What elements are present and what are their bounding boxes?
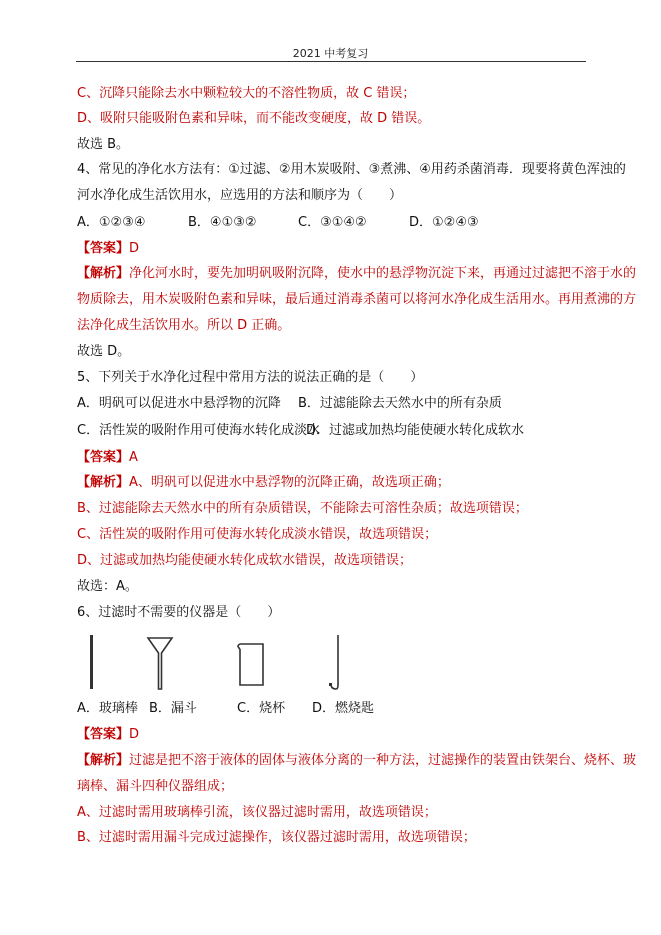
q6-option-a: A．玻璃棒 [77, 701, 138, 716]
q4-option-a: A．①②③④ [77, 215, 146, 230]
q3-analysis-d: D、吸附只能吸附色素和异味，而不能改变硬度，故 D 错误。 [77, 111, 431, 126]
analysis-tag: 【解析】 [77, 753, 130, 768]
q5-option-c: C．活性炭的吸附作用可使海水转化成淡水 [77, 423, 321, 438]
answer-value: A [129, 450, 138, 465]
q4-analysis-line1 [77, 266, 636, 282]
q4-choice: 故选 D。 [77, 344, 131, 359]
analysis-text: 过滤是把不溶于液体的固体与液体分离的一种方法，过滤操作的装置由铁架台、烧杯、玻 [129, 753, 637, 768]
q3-choice: 故选 B。 [77, 137, 130, 152]
q4-analysis-line2: 物质除去，用木炭吸附色素和异味，最后通过消毒杀菌可以将河水净化成生活用水。再用煮沸的方 [77, 292, 637, 307]
beaker-icon [234, 633, 268, 691]
q4-stem-line1: 4、常见的净化水方法有：①过滤、②用木炭吸附、③煮沸、④用药杀菌消毒．现要将黄色浑浊的 [77, 162, 626, 177]
q4-stem-line2: 河水净化成生活饮用水，应选用的方法和顺序为（ ） [77, 188, 403, 203]
q6-analysis-line4: B、过滤时需用漏斗完成过滤操作，该仪器过滤时需用，故选项错误； [77, 830, 476, 845]
answer-value: D [129, 727, 140, 742]
q3-analysis-c: C、沉降只能除去水中颗粒较大的不溶性物质，故 C 错误； [77, 86, 416, 101]
q6-analysis-line1 [77, 753, 636, 769]
q5-analysis-line4: D、过滤或加热均能使硬水转化成软水错误，故选项错误； [77, 553, 413, 568]
answer-tag: 【答案】 [77, 450, 130, 465]
q4-analysis-line3: 法净化成生活饮用水。所以 D 正确。 [77, 318, 291, 333]
q4-option-d: D．①②④③ [409, 215, 479, 230]
q5-option-d: D．过滤或加热均能使硬水转化成软水 [306, 423, 525, 438]
q5-analysis-line1 [77, 475, 450, 491]
q6-analysis-line2: 璃棒、漏斗四种仪器组成； [77, 779, 234, 794]
header-divider [76, 61, 586, 62]
q5-answer [77, 450, 138, 466]
answer-tag: 【答案】 [77, 241, 130, 256]
q5-stem: 5、下列关于水净化过程中常用方法的说法正确的是（ ） [77, 370, 424, 385]
q6-option-b: B．漏斗 [149, 701, 197, 716]
q6-analysis-line3: A、过滤时需用玻璃棒引流，该仪器过滤时需用，故选项错误； [77, 805, 437, 820]
q6-answer [77, 727, 139, 743]
q6-option-d: D．燃烧匙 [312, 701, 375, 716]
q5-analysis-line3: C、活性炭的吸附作用可使海水转化成淡水错误，故选项错误； [77, 527, 438, 542]
q4-option-b: B．④①③② [188, 215, 257, 230]
combustion-spoon-icon [326, 633, 348, 691]
q4-answer [77, 241, 139, 257]
answer-value: D [129, 241, 140, 256]
q5-choice: 故选：A。 [77, 579, 138, 594]
analysis-text: A、明矾可以促进水中悬浮物的沉降正确，故选项正确； [129, 475, 450, 490]
q4-option-c: C．③①④② [298, 215, 367, 230]
glass-rod-icon [86, 633, 98, 691]
analysis-text: 净化河水时，要先加明矾吸附沉降，使水中的悬浮物沉淀下来，再通过过滤把不溶于水的 [129, 266, 637, 281]
answer-tag: 【答案】 [77, 727, 130, 742]
analysis-tag: 【解析】 [77, 475, 130, 490]
q5-option-a: A．明矾可以促进水中悬浮物的沉降 [77, 396, 281, 411]
funnel-icon [146, 633, 174, 691]
q5-option-b: B．过滤能除去天然水中的所有杂质 [298, 396, 502, 411]
q6-figures [80, 633, 380, 693]
q5-analysis-line2: B、过滤能除去天然水中的所有杂质错误，不能除去可溶性杂质；故选项错误； [77, 501, 528, 516]
analysis-tag: 【解析】 [77, 266, 130, 281]
page-header: 2021 中考复习 [292, 47, 369, 60]
q6-option-c: C．烧杯 [237, 701, 286, 716]
q6-stem: 6、过滤时不需要的仪器是（ ） [77, 605, 281, 620]
